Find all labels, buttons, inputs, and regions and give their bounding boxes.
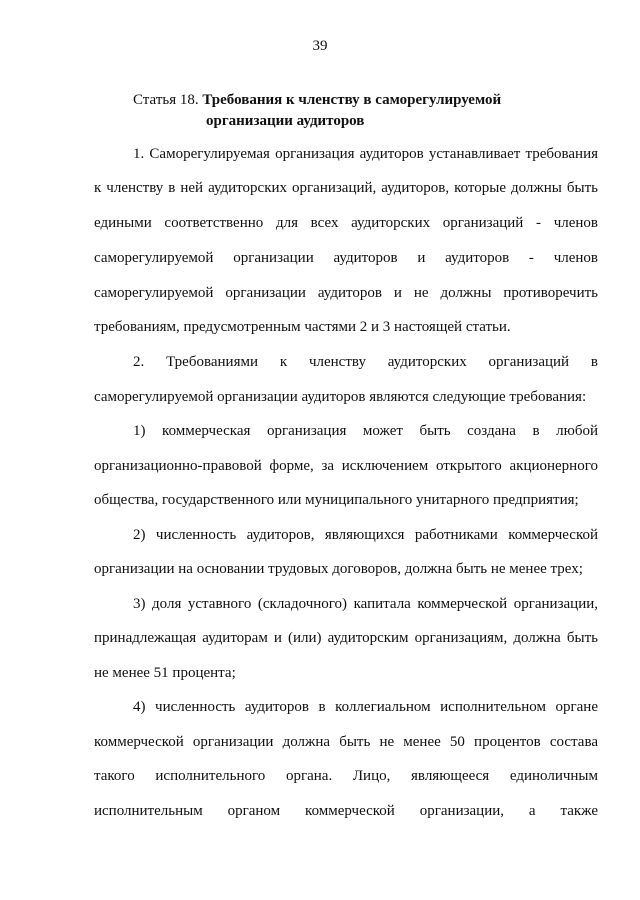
text-line: 1. Саморегулируемая организация аудиторов устанавливает требования (133, 146, 598, 162)
text-line: саморегулируемой организации аудиторов являются следующие требования: (94, 389, 587, 405)
article-heading (133, 90, 603, 132)
article-title-line-1: Требования к членству в саморегулируемой (202, 92, 502, 108)
text-line: 2. Требованиями к членству аудиторских организаций в (133, 354, 598, 370)
text-line: 1) коммерческая организация может быть создана в любой (133, 423, 598, 439)
text-line: принадлежащая аудиторам и (или) аудиторским организациям, должна быть (94, 630, 598, 646)
text-line: организационно-правовой форме, за исключением открытого акционерного (94, 458, 598, 474)
text-line: 4) численность аудиторов в коллегиальном исполнительном органе (133, 699, 598, 715)
text-line: саморегулируемой организации аудиторов и не должны противоречить (94, 285, 598, 301)
article-title-line-2: организации аудиторов (206, 113, 365, 129)
page-number: 39 (312, 38, 328, 54)
text-line: исполнительным органом коммерческой организации, а также (94, 803, 598, 819)
text-line: не менее 51 процента; (94, 665, 236, 681)
text-line: 2) численность аудиторов, являющихся работниками коммерческой (133, 527, 598, 543)
text-line: коммерческой организации должна быть не менее 50 процентов состава (94, 734, 598, 750)
text-line: такого исполнительного органа. Лицо, являющееся единоличным (94, 768, 598, 784)
text-line: саморегулируемой организации аудиторов и аудиторов - членов (94, 250, 598, 266)
text-line: общества, государственного или муниципального унитарного предприятия; (94, 492, 579, 508)
text-line: к членству в ней аудиторских организаций, аудиторов, которые должны быть (94, 180, 598, 196)
text-line: требованиям, предусмотренным частями 2 и 3 настоящей статьи. (94, 319, 511, 335)
article-label: Статья 18. (133, 92, 199, 108)
text-line: организации на основании трудовых договоров, должна быть не менее трех; (94, 561, 583, 577)
text-line: едиными соответственно для всех аудиторских организаций - членов (94, 215, 598, 231)
text-line: 3) доля уставного (складочного) капитала коммерческой организации, (133, 596, 598, 612)
